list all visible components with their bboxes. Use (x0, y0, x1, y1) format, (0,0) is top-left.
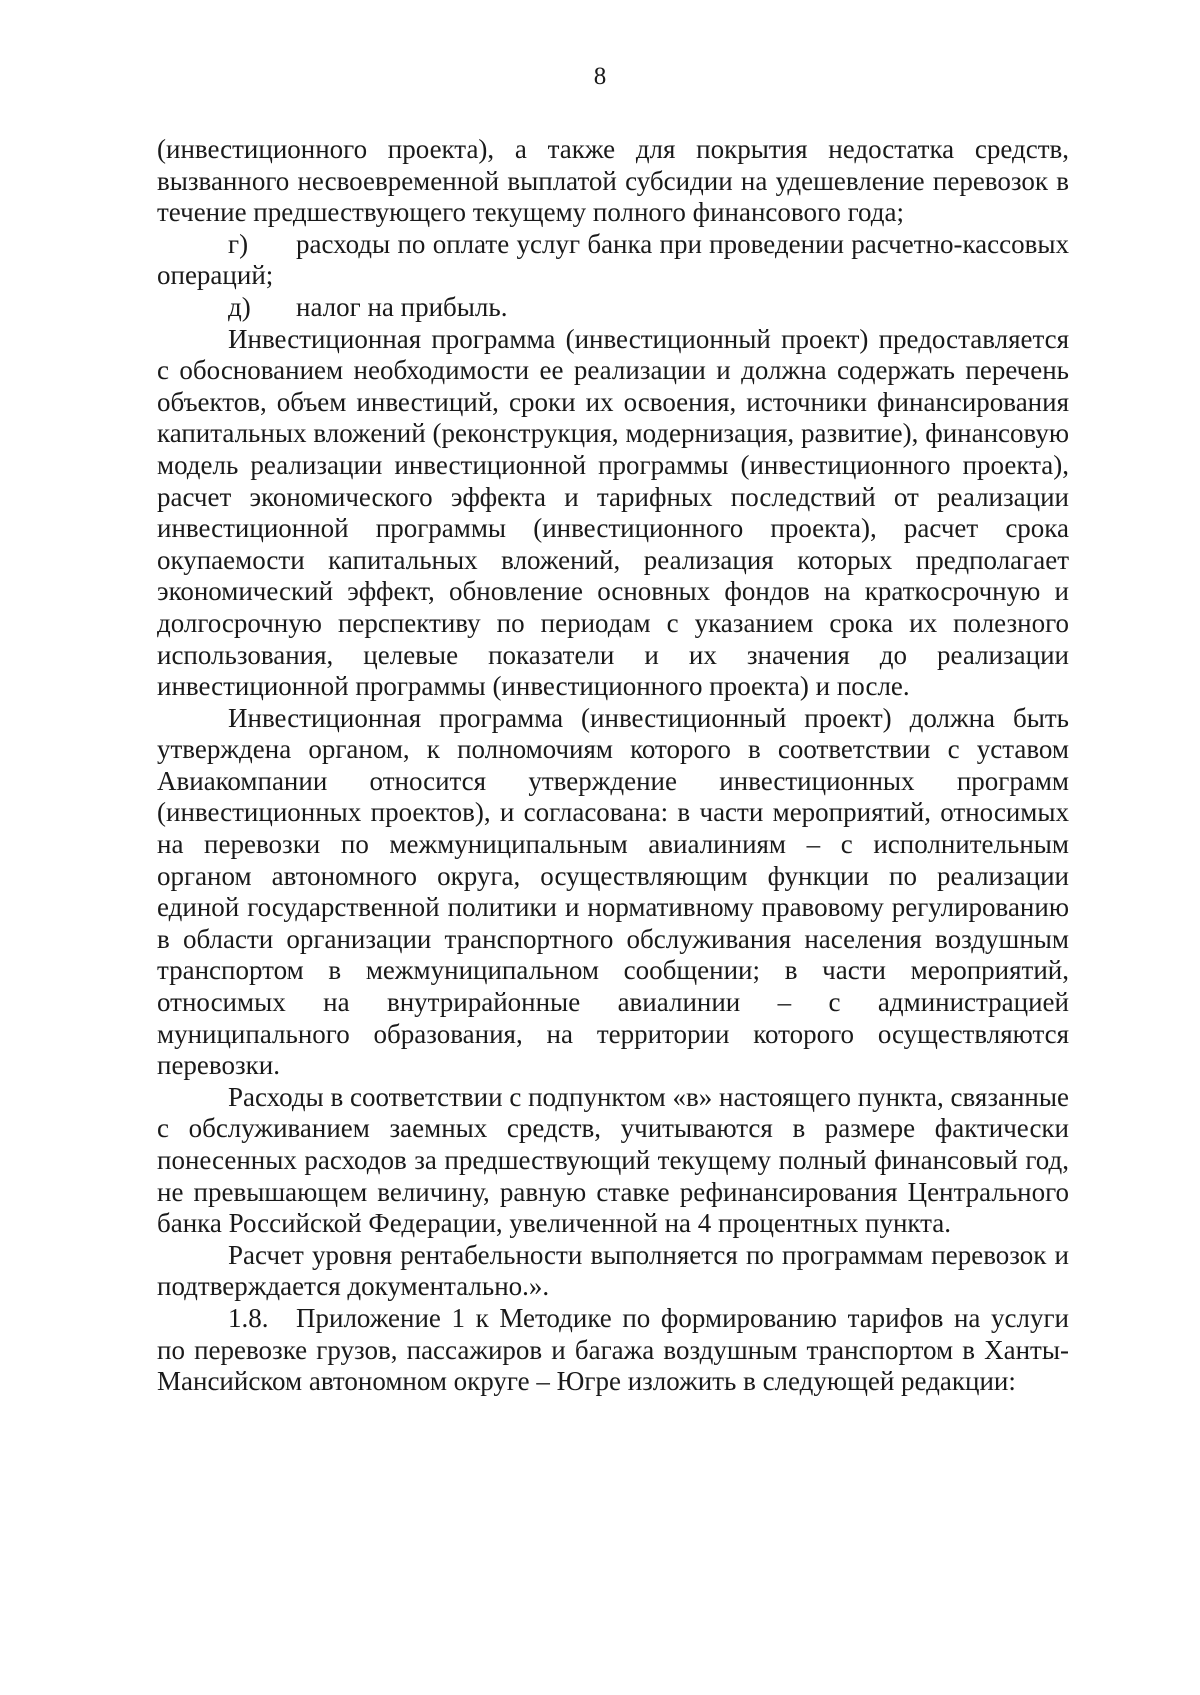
paragraph-investment-program-content: Инвестиционная программа (инвестиционный проект) предоставляется с обоснованием необходимости ее реализации и должна содержать перечень объектов, объем инвестиций, сроки их освоения, источники финансирования капитальных вложений (реконструкция, модернизация, развитие), финансовую модель реализации инвестиционной программы (инвестиционного проекта), расчет экономического эффекта и тарифных последствий от реализации инвестиционной программы (инвестиционного проекта), расчет срока окупаемости капитальных вложений, реализация которых предполагает экономический эффект, обновление основных фондов на краткосрочную и долгосрочную перспективу по периодам с указанием срока их полезного использования, целевые показатели и их значения до реализации инвестиционной программы (инвестиционного проекта) и после. (157, 323, 1069, 702)
paragraph-investment-program-approval: Инвестиционная программа (инвестиционный проект) должна быть утверждена органом, к полномочиям которого в соответствии с уставом Авиакомпании относится утверждение инвестиционных программ (инвестиционных проектов), и согласована: в части мероприятий, относимых на перевозки по межмуниципальным авиалиниям – с исполнительным органом автономного округа, осуществляющим функции по реализации единой государственной политики и нормативному правовому регулированию в области организации транспортного обслуживания населения воздушным транспортом в межмуниципальном сообщении; в части мероприятий, относимых на внутрирайонные авиалинии – с администрацией муниципального образования, на территории которого осуществляются перевозки. (157, 702, 1069, 1081)
list-item-g (157, 229, 1069, 292)
paragraph-profitability-calculation: Расчет уровня рентабельности выполняется по программам перевозок и подтверждается документально.». (157, 1239, 1069, 1302)
list-item-d (157, 292, 1069, 324)
list-marker-g: г) (228, 228, 249, 259)
page-number: 8 (593, 63, 607, 90)
list-marker-d: д) (228, 291, 251, 322)
list-item-d-text: налог на прибыль. (296, 291, 508, 322)
paragraph-section-1-8 (157, 1303, 1069, 1398)
document-body (157, 134, 1069, 1398)
list-item-g-text: расходы по оплате услуг банка при проведении расчетно-кассовых операций; (157, 228, 1069, 291)
section-number: 1.8. (228, 1302, 269, 1333)
section-1-8-text: Приложение 1 к Методике по формированию тарифов на услуги по перевозке грузов, пассажиров и багажа воздушным транспортом в Ханты-Мансийском автономном округе – Югре изложить в следующей редакции: (157, 1302, 1069, 1397)
paragraph-borrowed-funds-expenses: Расходы в соответствии с подпунктом «в» настоящего пункта, связанные с обслуживанием заемных средств, учитываются в размере фактически понесенных расходов за предшествующий текущему полный финансовый год, не превышающем величину, равную ставке рефинансирования Центрального банка Российской Федерации, увеличенной на 4 процентных пункта. (157, 1081, 1069, 1239)
paragraph-investment-project-continuation: (инвестиционного проекта), а также для покрытия недостатка средств, вызванного несвоевременной выплатой субсидии на удешевление перевозок в течение предшествующего текущему полного финансового года; (157, 134, 1069, 228)
